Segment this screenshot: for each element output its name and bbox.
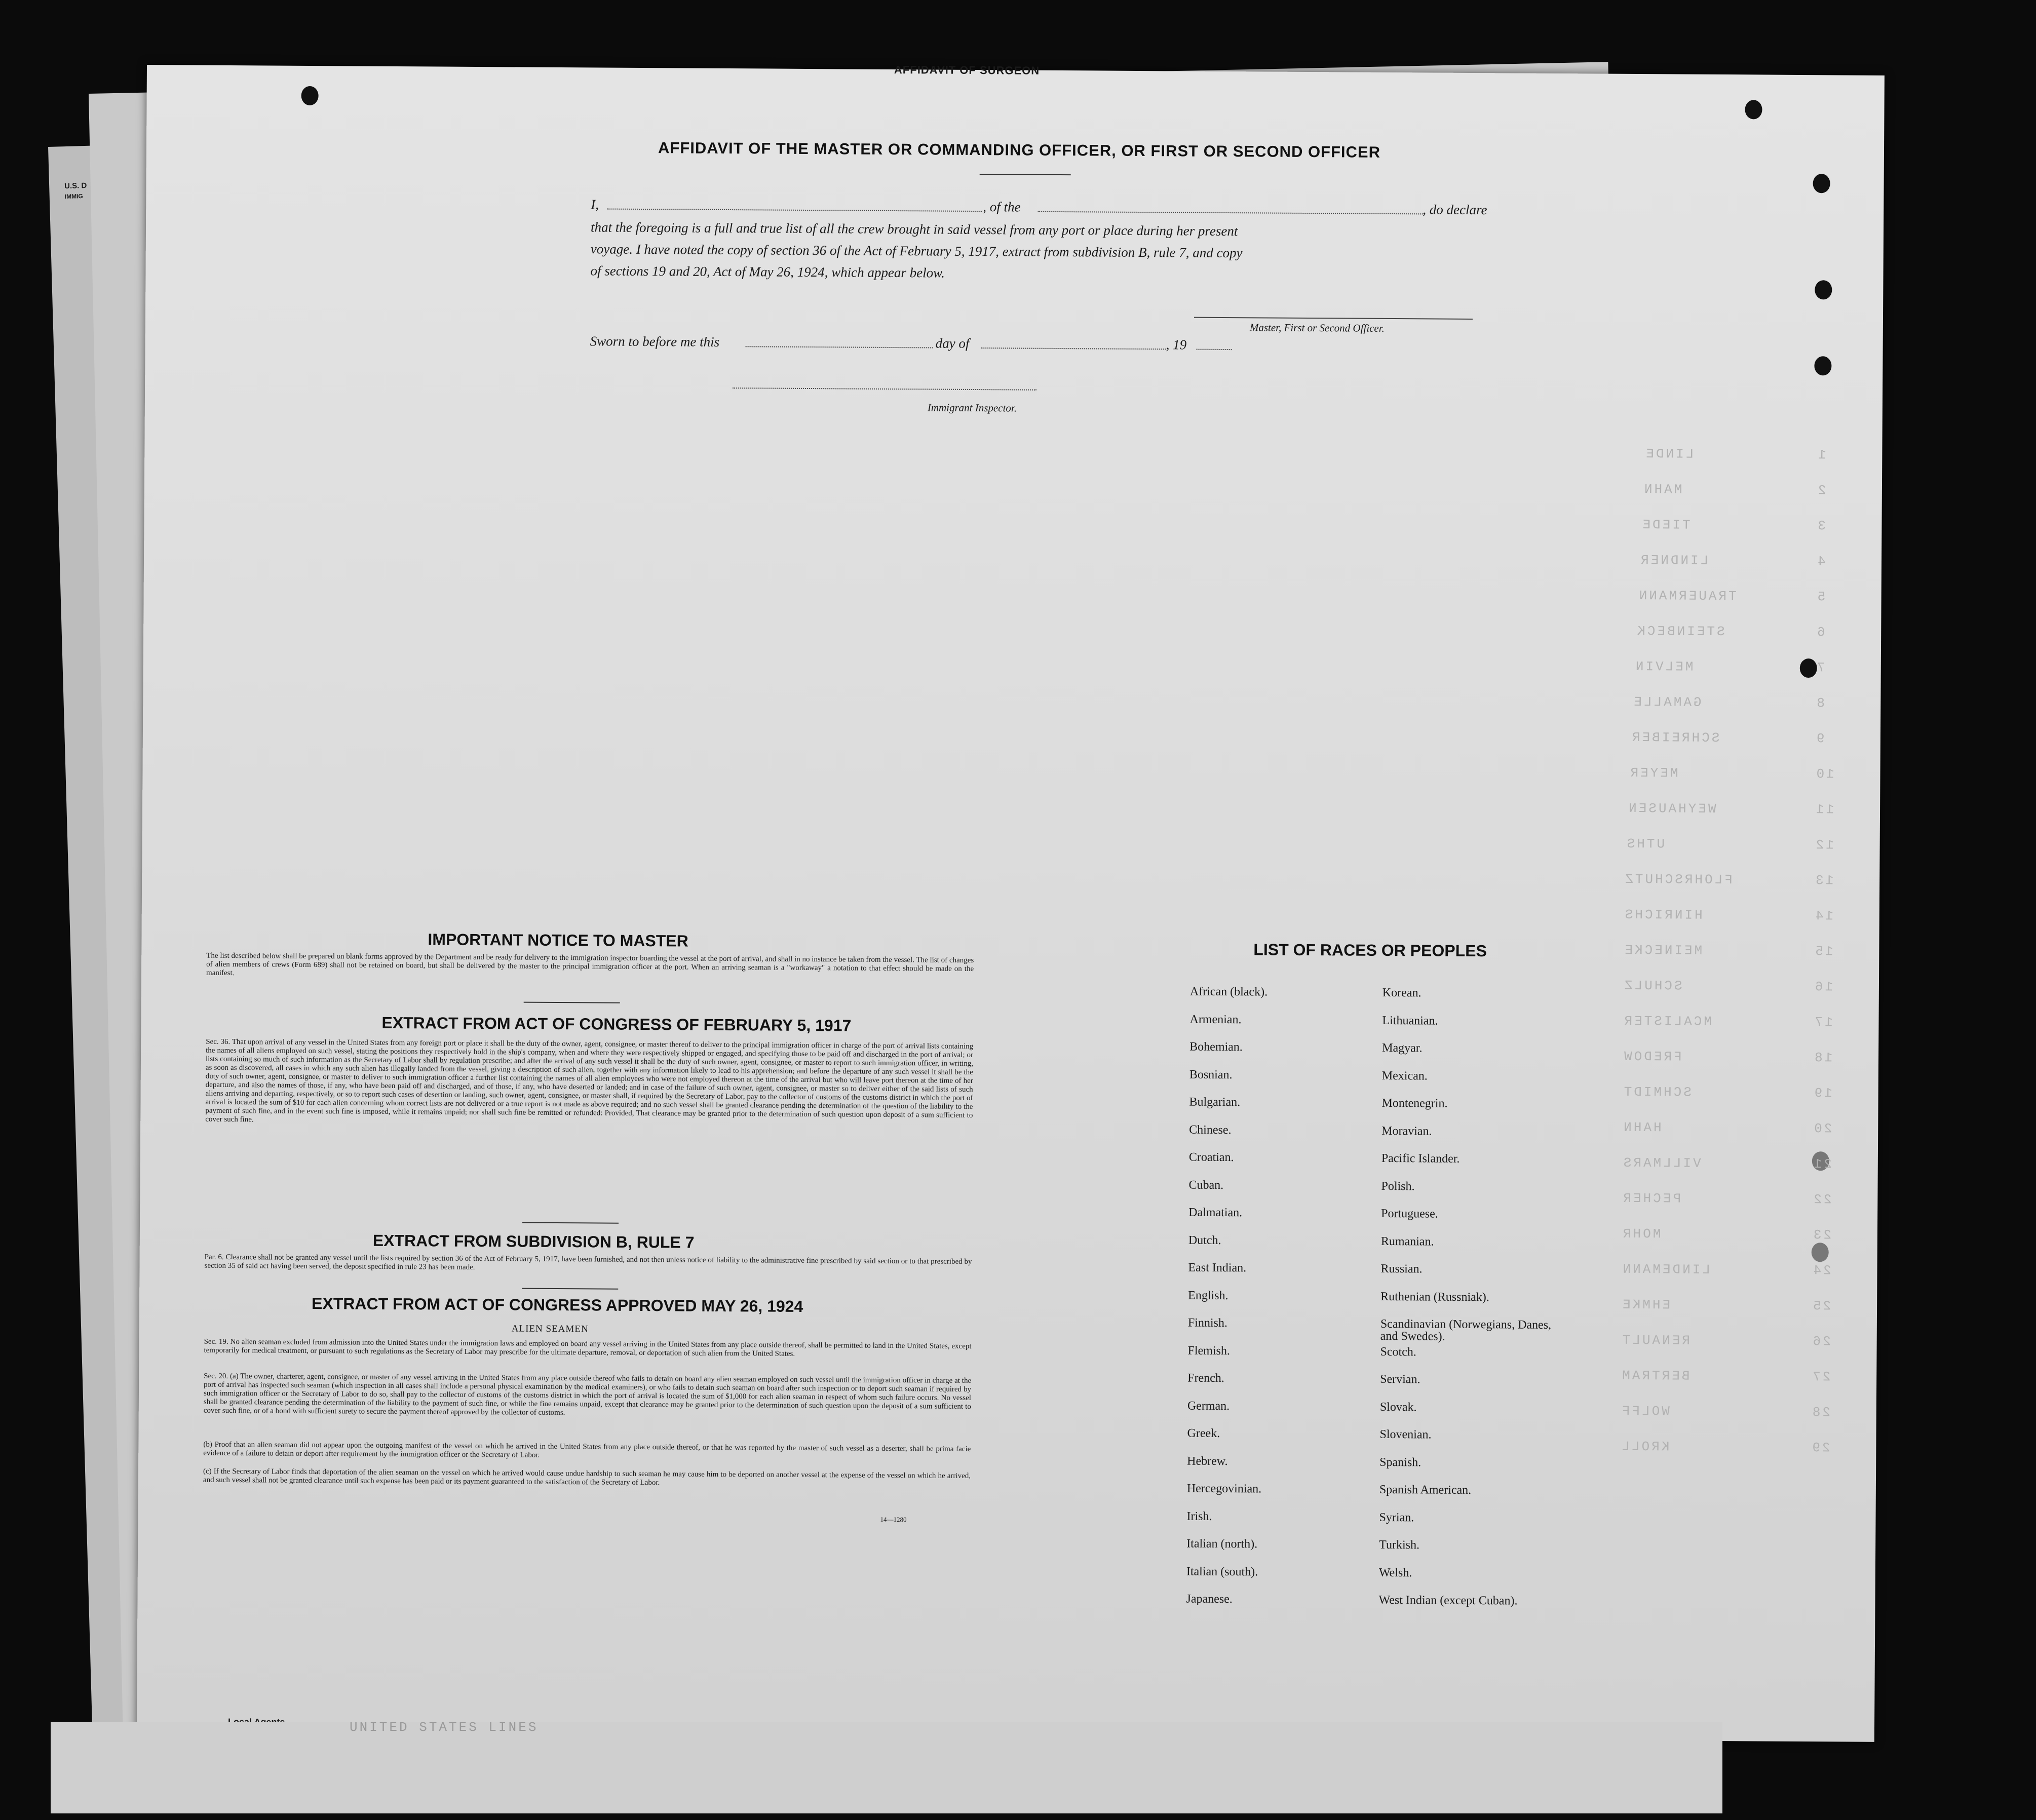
ghost-row-number: 12: [1814, 837, 1834, 853]
ghost-row-number: 26: [1811, 1334, 1831, 1349]
race-item: Hebrew.: [1187, 1454, 1228, 1468]
race-item: Slovenian.: [1379, 1427, 1432, 1442]
ghost-crew-name: BERTRAM: [1620, 1368, 1690, 1384]
ghost-crew-name: HAHN: [1622, 1119, 1662, 1136]
ghost-crew-name: UTHS: [1625, 836, 1665, 852]
ghost-crew-name: MEYER: [1628, 765, 1678, 781]
affidavit-line2: that the foregoing is a full and true list of all the crew brought in said vessel from any port or place during her present: [590, 219, 1238, 239]
ghost-row-number: 21: [1812, 1156, 1832, 1172]
race-item: Portuguese.: [1381, 1207, 1438, 1221]
race-item: Cuban.: [1188, 1178, 1224, 1192]
ghost-row-number: 10: [1814, 766, 1834, 782]
ghost-row-number: 23: [1811, 1227, 1832, 1243]
race-item: Spanish American.: [1379, 1483, 1472, 1497]
race-item: Pacific Islander.: [1381, 1151, 1460, 1166]
race-item: Irish.: [1186, 1509, 1212, 1523]
extract-1924-title: EXTRACT FROM ACT OF CONGRESS APPROVED MAY 26, 1924: [311, 1294, 803, 1315]
sec20c-body: (c) If the Secretary of Labor finds that deportation of the alien seaman on the vessel on which he arrived would cause undue hardship to such seaman he may cause him to be deported on another vessel at the expense of the vessel on which he arrived, and such vessel shall not be granted clearance until such expense has been paid or its payment guaranteed to the satisfaction of the Secretary of Labor.: [203, 1467, 971, 1487]
ghost-row-number: 25: [1811, 1298, 1831, 1314]
notice-body: The list described below shall be prepared on blank forms approved by the Department and be ready for delivery to the immigration inspector boarding the vessel at the port of arrival, and shall in no instance be taken from the vessel. The list of changes of alien members of crews (Form 689) shall not be retained on board, but shall be delivered by the master to the principal immigration officer at the port. When an arriving seaman is a "workaway" a notation to that effect should be made on the manifest.: [206, 951, 974, 978]
master-signature-label: Master, First or Second Officer.: [1249, 321, 1385, 334]
left-edge-label-us: U.S. D: [64, 181, 87, 191]
ghost-row-number: 9: [1814, 731, 1825, 747]
sworn-day-of: day of: [935, 335, 970, 351]
race-item: Slovak.: [1379, 1400, 1417, 1414]
ghost-crew-name: TRAUERMANN: [1637, 588, 1737, 604]
ghost-row-number: 27: [1811, 1369, 1831, 1385]
ghost-row-number: 7: [1815, 660, 1825, 676]
race-item: Bosnian.: [1189, 1068, 1233, 1081]
ghost-row-number: 24: [1811, 1263, 1831, 1279]
race-item: Magyar.: [1382, 1041, 1423, 1055]
race-item: German.: [1187, 1399, 1230, 1413]
ghost-row-number: 14: [1813, 908, 1834, 924]
ghost-row-number: 1: [1816, 447, 1827, 463]
local-agents-value: UNITED STATES LINES: [350, 1720, 539, 1735]
race-item: Turkish.: [1379, 1538, 1420, 1552]
rule7-body: Par. 6. Clearance shall not be granted any vessel until the lists required by section 36 of the Act of February 5, 1917, have been furnished, and not then unless notice of liability to the administrative fine prescribed by said section or to that prescribed by section 35 of said act having been served, the deposit specified in rule 23 has been made.: [204, 1253, 972, 1271]
extract-1917-body: Sec. 36. That upon arrival of any vessel in the United States from any foreign port or place it shall be the duty of the owner, agent, consignee, or master thereof to deliver to the principal immigration officer in charge of the port of arrival lists containing the names of all aliens employed on such vessel, stating the positions they respectively hold in the ship's company, when and where they were respectively shipped or engaged, and specifying those to be paid off and discharged in the port of arrival; or lists containing so much of such information as the Secretary of Labor shall by regulation prescribe; and after the arrival of any such vessel it shall be the duty of such owner, agent, consignee, or master to report to such immigration officer, in writing, as soon as discovered, all cases in which any such alien has illegally landed from the vessel, giving a description of such alien, together with any information likely to lead to his apprehension; and before the departure of any such vessel it shall be the duty of such owner, agent, consignee, or master to deliver to such immigration officer a further list containing the names of all alien employees who were not employed thereon at the time of the arrival but who will leave port thereon at the time of her departure, and also the names of those, if any, who have been paid off and discharged, and of those, if any, who have deserted or landed; and in case of the failure of such owner, agent, consignee, or master so to deliver either of the said lists of such aliens arriving and departing, respectively, or so to report such cases of desertion or landing, such owner, agent, consignee, or master shall, if required by the Secretary of Labor, pay to the collector of customs of the customs district in which the port of arrival is located the sum of $10 for each alien concerning whom correct lists are not delivered or a true report is not made as above required; and no such vessel shall be granted clearance pending the determination of the question of the liability to the payment of such fine, and in the event such fine is imposed, while it remains unpaid; nor shall such fine be remitted or refunded: Provided, That clearance may be granted prior to the determination of such question upon deposit of a sum sufficient to cover such fine.: [205, 1037, 974, 1124]
race-item: East Indian.: [1188, 1261, 1247, 1275]
race-item: French.: [1187, 1371, 1224, 1385]
sworn-label: Sworn to before me this: [590, 333, 720, 350]
ghost-row-number: 4: [1815, 554, 1826, 569]
race-item: Chinese.: [1189, 1123, 1232, 1137]
bleed-through-crew-list: [137, 65, 1885, 1742]
ghost-row-number: 11: [1814, 802, 1834, 818]
ghost-crew-name: STEINBECK: [1635, 623, 1725, 640]
ghost-row-number: 17: [1813, 1015, 1833, 1030]
left-edge-label-immig: IMMIG: [64, 192, 83, 201]
race-item: Montenegrin.: [1381, 1096, 1448, 1110]
ghost-crew-name: PECHER: [1621, 1190, 1681, 1207]
ghost-row-number: 22: [1812, 1192, 1832, 1208]
sworn-year: , 19: [1166, 337, 1187, 353]
race-item: Italian (north).: [1186, 1537, 1258, 1551]
ghost-crew-name: MAHN: [1642, 482, 1682, 497]
affidavit-line4: of sections 19 and 20, Act of May 26, 1924, which appear below.: [590, 263, 945, 281]
race-item: Servian.: [1380, 1372, 1420, 1386]
ghost-crew-name: LINDE: [1644, 446, 1694, 462]
ghost-row-number: 3: [1816, 518, 1826, 534]
rule7-title: EXTRACT FROM SUBDIVISION B, RULE 7: [372, 1231, 695, 1252]
race-item: Rumanian.: [1380, 1234, 1434, 1249]
ghost-row-number: 20: [1812, 1121, 1832, 1137]
ghost-crew-name: RENAULT: [1620, 1332, 1690, 1348]
race-item: Scotch.: [1380, 1345, 1416, 1359]
race-item: Syrian.: [1379, 1511, 1414, 1524]
race-item: Spanish.: [1379, 1455, 1422, 1469]
ghost-crew-name: MOHR: [1621, 1226, 1661, 1242]
race-item: English.: [1188, 1289, 1228, 1302]
ghost-row-number: 18: [1812, 1050, 1833, 1066]
surgeon-affidavit-label: AFFIDAVIT OF SURGEON: [894, 63, 1040, 77]
affidavit-line1-i: I,: [591, 197, 599, 212]
ghost-row-number: 28: [1810, 1405, 1831, 1420]
race-item: Bohemian.: [1189, 1040, 1243, 1054]
race-item: Bulgarian.: [1189, 1095, 1241, 1109]
ghost-crew-name: LINDNER: [1638, 553, 1709, 568]
race-item: Croatian.: [1188, 1150, 1234, 1165]
race-item: Hercegovinian.: [1186, 1482, 1262, 1496]
race-item: West Indian (except Cuban).: [1378, 1593, 1518, 1608]
extract-1917-title: EXTRACT FROM ACT OF CONGRESS OF FEBRUARY 5, 1917: [381, 1013, 852, 1035]
ghost-crew-name: HINRICHS: [1623, 907, 1703, 923]
ghost-crew-name: TIEDE: [1640, 517, 1691, 533]
ghost-crew-name: MELVIN: [1633, 659, 1694, 675]
ghost-crew-name: SCHULZ: [1622, 978, 1682, 994]
race-item: Scandinavian (Norwegians, Danes, and Swedes).: [1380, 1317, 1552, 1343]
race-item: Ruthenian (Russniak).: [1380, 1290, 1489, 1304]
ghost-crew-name: GAMALLE: [1632, 694, 1702, 710]
race-item: Moravian.: [1381, 1124, 1432, 1138]
inspector-label: Immigrant Inspector.: [927, 401, 1017, 414]
race-item: Welsh.: [1378, 1566, 1412, 1579]
affidavit-title: AFFIDAVIT OF THE MASTER OR COMMANDING OFFICER, OR FIRST OR SECOND OFFICER: [658, 139, 1381, 161]
ghost-crew-name: KROLL: [1620, 1439, 1670, 1455]
race-item: Korean.: [1382, 986, 1422, 1000]
race-item: Lithuanian.: [1382, 1014, 1438, 1028]
race-item: Russian.: [1380, 1262, 1423, 1276]
races-title: LIST OF RACES OR PEOPLES: [1253, 940, 1487, 960]
race-item: Dutch.: [1188, 1233, 1221, 1247]
form-number: 14—1280: [880, 1515, 907, 1524]
sec19-body: Sec. 19. No alien seaman excluded from admission into the United States under the immigration laws and employed on board any vessel arriving in the United States from any place outside thereof, shall be permitted to land in the United States, except temporarily for medical treatment, or pursuant to such regulations as the Secretary of Labor may prescribe for the ultimate departure, removal, or deportation of such alien from the United States.: [204, 1337, 972, 1358]
ghost-row-number: 13: [1814, 873, 1834, 888]
sec20a-body: Sec. 20. (a) The owner, charterer, agent, consignee, or master of any vessel arriving in the United States from any place outside thereof who fails to detain on board any alien seaman employed on such vessel until the immigration officer in charge at the port of arrival has inspected such seaman (which inspection in all cases shall include a personal physical examination by the medical examiners), or who fails to detain such seaman on board after such inspection or to deport such seaman if required by such immigration officer or the Secretary of Labor to do so, shall pay to the collector of customs of the customs district in which the port of arrival is located the sum of $1,000 for each alien seaman in respect of whom such failure occurs. No vessel shall be granted clearance pending the determination of the liability to the payment of such fine, or while the fine remains unpaid, except that clearance may be granted prior to the determination of such question upon the deposit of a sum sufficient to cover such fine, or of a bond with sufficient surety to secure the payment thereof approved by the collector of customs.: [203, 1372, 972, 1417]
ghost-crew-name: FLOHRSCHUTZ: [1623, 871, 1733, 888]
ghost-crew-name: FREDOW: [1622, 1049, 1682, 1065]
affidavit-page: [137, 65, 1885, 1742]
affidavit-line1-of-the: , of the: [983, 199, 1021, 215]
ghost-row-number: 19: [1812, 1086, 1832, 1101]
ghost-crew-name: MEINECKE: [1623, 942, 1703, 958]
race-item: Armenian.: [1189, 1013, 1242, 1026]
affidavit-line1-declare: , do declare: [1423, 202, 1487, 218]
race-item: Flemish.: [1187, 1344, 1230, 1358]
ghost-row-number: 5: [1815, 589, 1826, 605]
race-item: Dalmatian.: [1188, 1206, 1243, 1220]
ghost-row-number: 6: [1815, 625, 1825, 640]
ghost-crew-name: MCALISTER: [1622, 1013, 1712, 1029]
ghost-crew-name: VILLMARS: [1621, 1155, 1701, 1171]
notice-title: IMPORTANT NOTICE TO MASTER: [428, 930, 688, 950]
race-item: Finnish.: [1187, 1316, 1227, 1330]
race-item: African (black).: [1189, 985, 1268, 999]
alien-seamen-subtitle: ALIEN SEAMEN: [511, 1323, 589, 1335]
sec20b-body: (b) Proof that an alien seaman did not appear upon the outgoing manifest of the vessel on which he arrived in the United States from any place outside thereof, or that he was reported by the master of such vessel as a deserter, shall be prima facie evidence of a failure to detain or deport after requirement by the immigration officer or the Secretary of Labor.: [203, 1440, 971, 1459]
affidavit-line3: voyage. I have noted the copy of section 36 of the Act of February 5, 1917, extract from subdivision B, rule 7, and copy: [590, 241, 1243, 261]
ghost-row-number: 8: [1815, 695, 1825, 711]
race-item: Japanese.: [1186, 1592, 1233, 1606]
race-item: Polish.: [1381, 1179, 1415, 1193]
ghost-row-number: 29: [1810, 1440, 1830, 1456]
ghost-crew-name: SCHREIBER: [1630, 729, 1720, 746]
ghost-crew-name: EHMKE: [1621, 1297, 1671, 1313]
ghost-crew-name: SCHMIDT: [1622, 1084, 1692, 1100]
ghost-crew-name: WOLFF: [1620, 1403, 1670, 1419]
race-item: Greek.: [1187, 1426, 1220, 1440]
ghost-row-number: 16: [1813, 979, 1833, 995]
race-item: Mexican.: [1381, 1069, 1428, 1082]
ghost-row-number: 15: [1813, 944, 1833, 959]
race-item: Italian (south).: [1186, 1565, 1258, 1578]
ghost-crew-name: WEYHAUSEN: [1626, 800, 1716, 817]
bottom-sheet-strip: [51, 1722, 1722, 1813]
ghost-crew-name: LINDEMANN: [1621, 1261, 1711, 1277]
ghost-row-number: 2: [1816, 483, 1826, 498]
